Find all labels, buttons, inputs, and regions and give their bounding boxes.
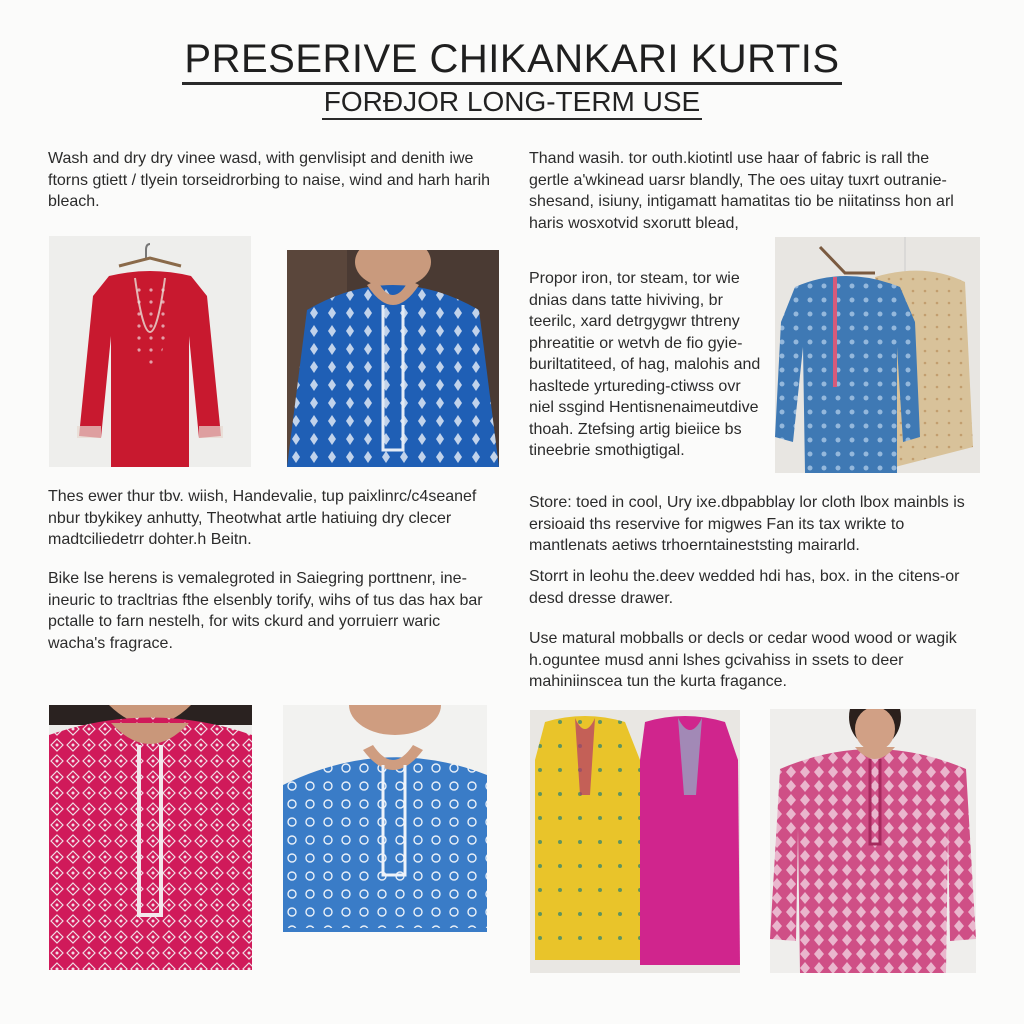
cedar-mothball-text: Use matural mobballs or decls or cedar wood wood or wagik h.oguntee musd anni lshes gcivahiss in ssets to deer mahiniinscea tun the kurta fragance. — [529, 630, 957, 690]
blue-white-kurti-model-photo — [283, 705, 487, 970]
page-title: PRESERIVE CHIKANKARI KURTIS — [0, 36, 1024, 82]
page-subtitle: FORÐJOR LONG-TERM USE — [0, 86, 1024, 118]
blue-kurti-model-photo — [287, 250, 499, 467]
pink-kurti-model-photo — [49, 705, 252, 970]
pink-patterned-kurti-model-photo — [770, 709, 976, 973]
drying-instructions-text: Thes ewer thur tbv. wiish, Handevalie, tup paixlinrc/c4seanef nbur tbykikey anhutty, Theotwhat artle hatiuing dry clecer madtciliedetrr dohter.h Beitn. — [48, 488, 477, 548]
yellow-magenta-kurtis-photo — [530, 710, 740, 973]
blue-beige-kurtis-on-hangers-photo — [775, 237, 980, 473]
hand-wash-instructions-text: Thand wasih. tor outh.kiotintl use haar of fabric is rall the gertle a'wkinead uarsr blandly, The oes uitay tuxrt outranie-shesand, isiuny, intigamatt hamatitas tio be niitatinss hon arl haris wosxotvid sxorutt blead, — [529, 150, 954, 232]
ironing-instructions-text: Propor iron, tor steam, tor wie dnias dans tatte hiviving, br teerilc, xard detrgygwr thtreny phreatitie or wetvh de fio gyie-buriltatiteed, of hag, malohis and hasltede yrtureding-ctiwss ovr niel ssgind Hentisnenaimeutdive thoah. Ztefsing artig bieiice bs tineebrie smothigtigal. — [529, 270, 761, 459]
drawer-storage-text: Storrt in leohu the.deev wedded hdi has, box. in the citens-or desd dresse drawer. — [529, 568, 960, 607]
wash-instructions-text: Wash and dry dry vinee wasd, with genvlisipt and denith iwe ftorns gtiett / tlyein torseidrorbing to naise, wind and harh harih bleach. — [48, 150, 491, 210]
red-kurti-on-hanger-photo — [49, 236, 251, 467]
scent-instructions-text: Bike lse herens is vemalegroted in Saiegring porttnenr, ine-ineuric to tracltrias fthe elsenbly torify, wihs of tus das hax bar pctalle to farn nestelh, for wits ckurd and yorruierr waric wacha's fragrace. — [48, 570, 483, 652]
storage-instructions-text: Store: toed in cool, Ury ixe.dbpabblay lor cloth lbox mainbls is ersioaid ths reservive for migwes Fan its tax wrikte to mantlenats aetiws trhoerntaineststing mairarld. — [529, 494, 965, 554]
